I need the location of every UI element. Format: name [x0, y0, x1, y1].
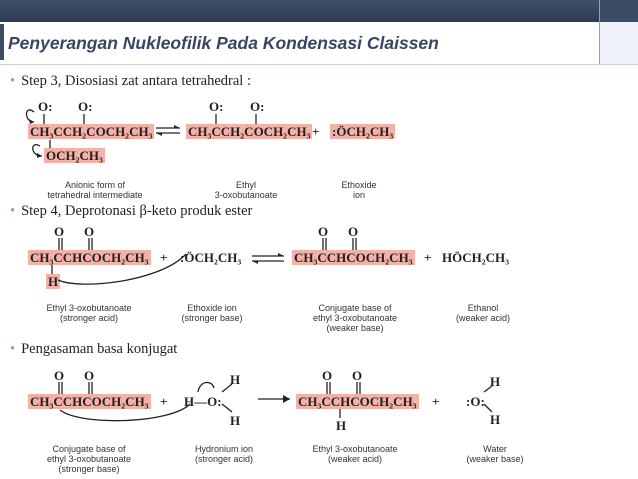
step4-reactant-formula: CH₃CCHCOCH₂CH₃ — [30, 250, 149, 265]
step4-plus-2: + — [424, 250, 432, 265]
step3-reactant-formula: CH₃CCH₂COCH₂CH₃ — [30, 124, 153, 139]
step3-label-ethoxide: Ethoxide ion — [341, 180, 377, 200]
bullet-text: Step 3, Disosiasi zat antara tetrahedral : — [21, 73, 251, 89]
step3-label-reactant: Anionic form of tetrahedral intermediate — [47, 180, 143, 200]
step5-curved-arrow-top — [198, 382, 214, 392]
step5-oxygen-b: O — [84, 368, 95, 383]
bullet-dot: • — [10, 73, 16, 89]
step4-curved-arrow — [58, 254, 186, 284]
bullet-text: Pengasaman basa konjugat — [21, 341, 178, 357]
step3-reactant-ethoxy: OCH₂CH₃ — [46, 148, 103, 163]
step4-reactant-h: H — [48, 274, 59, 289]
step4-ethoxide: :ÖCH₂CH₃ — [180, 250, 242, 265]
step5-label-water: Water (weaker base) — [466, 444, 524, 464]
bullet-text: Step 4, Deprotonasi β-keto produk ester — [21, 203, 253, 219]
step4-label-base: Ethoxide ion (stronger base) — [181, 303, 243, 323]
step5-hydronium: H—O: — [184, 394, 222, 409]
step3-reactant-oxygen2: O: — [78, 99, 93, 114]
step3-plus: + — [312, 124, 320, 139]
step4-product-oxygen-a: O — [318, 224, 329, 239]
step3-product-oxygen: O: — [209, 99, 224, 114]
step4-label-reactant: Ethyl 3-oxobutanoate (stronger acid) — [46, 303, 132, 323]
step3-ethoxide: :ÖCH₂CH₃ — [332, 124, 394, 139]
bullet-dot: • — [10, 203, 16, 219]
step3-label-product: Ethyl 3-oxobutanoate — [214, 180, 278, 200]
step5-label-reactant: Conjugate base of ethyl 3-oxobutanoate (stronger base) — [46, 444, 132, 474]
step4-oxygen-a: O — [54, 224, 65, 239]
step4-plus-1: + — [160, 250, 168, 265]
step5-hydronium-h-top: H — [230, 372, 241, 387]
step5-product-oxygen-a: O — [322, 368, 333, 383]
slide-title: Penyerangan Nukleofilik Pada Kondensasi Claissen — [8, 33, 439, 53]
step5-curved-arrow-bottom — [60, 404, 190, 421]
step5-product-oxygen-b: O — [352, 368, 363, 383]
step5-product-h: H — [336, 418, 347, 433]
step4-label-ethanol: Ethanol (weaker acid) — [455, 303, 511, 323]
step5-water-h-top: H — [490, 374, 501, 389]
step4-label-product: Conjugate base of ethyl 3-oxobutanoate (weaker base) — [312, 303, 398, 333]
step3-reactant-oxygen: O: — [38, 99, 53, 114]
step4-oxygen-b: O — [84, 224, 95, 239]
step3-product-oxygen2: O: — [250, 99, 265, 114]
step4-product-oxygen-b: O — [348, 224, 359, 239]
bullet-dot: • — [10, 341, 16, 357]
step5-water-h-bottom: H — [490, 412, 501, 427]
step3-product-formula: CH₃CCH₂COCH₂CH₃ — [188, 124, 311, 139]
step5-label-product: Ethyl 3-oxobutanoate (weaker acid) — [312, 444, 398, 464]
step5-label-hydronium: Hydronium ion (stronger acid) — [194, 444, 254, 464]
step5-water: :O: — [466, 394, 485, 409]
step5-plus-1: + — [160, 394, 168, 409]
step5-reactant-formula: CH₃CCHCOCH₂CH₃ — [30, 394, 149, 409]
step5-oxygen-a: O — [54, 368, 65, 383]
step5-plus-2: + — [432, 394, 440, 409]
step5-hydronium-h-bottom: H — [230, 413, 241, 428]
step4-product-formula: CH₃CCHCOCH₂CH₃ — [294, 250, 413, 265]
step4-ethanol: HÖCH₂CH₃ — [442, 250, 510, 265]
step5-product-formula: CH₃CCHCOCH₂CH₃ — [298, 394, 417, 409]
